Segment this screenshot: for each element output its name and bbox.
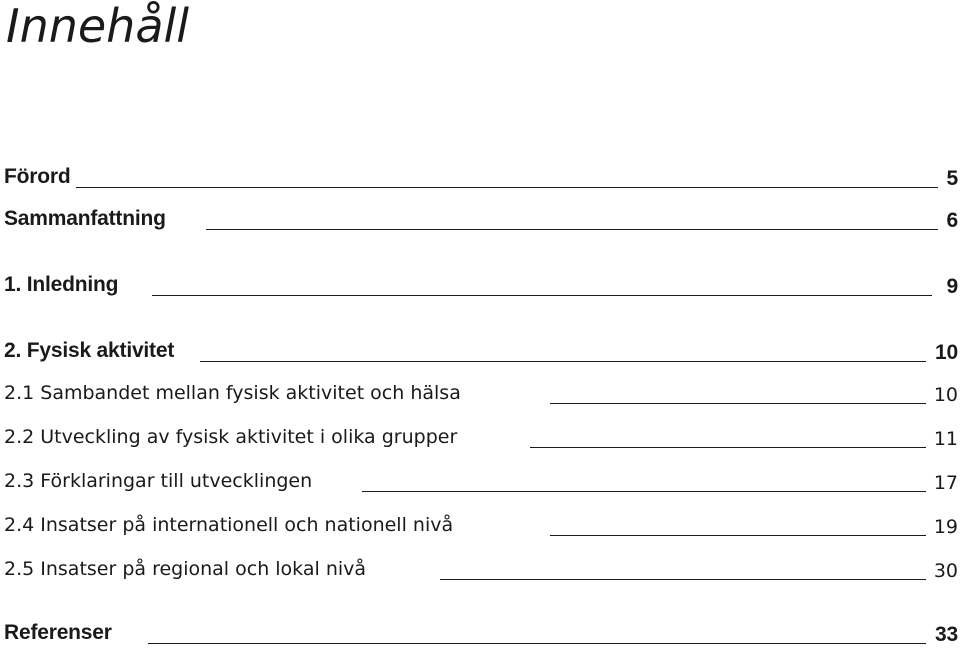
- toc-leader-line: [152, 295, 932, 296]
- toc-entry-2-4[interactable]: [4, 508, 958, 540]
- toc-entry-page-number: 19: [933, 516, 958, 538]
- toc-entry-label: 1. Inledning: [4, 273, 119, 296]
- toc-entry-page-number: 9: [946, 275, 958, 298]
- toc-entry-page-number: 33: [935, 623, 958, 646]
- toc-entry-label: 2.1 Sambandet mellan fysisk aktivitet och hälsa: [4, 382, 461, 404]
- toc-entry-page-number: 5: [946, 167, 958, 190]
- toc-entry-2-5[interactable]: [4, 552, 958, 584]
- toc-entry-2-2[interactable]: [4, 420, 958, 452]
- toc-entry-fysisk-aktivitet[interactable]: [4, 334, 958, 366]
- toc-leader-line: [76, 187, 938, 188]
- toc-entry-page-number: 11: [933, 428, 958, 450]
- toc-leader-line: [206, 229, 938, 230]
- toc-entry-label: 2.4 Insatser på internationell och nationell nivå: [4, 514, 454, 536]
- toc-entry-referenser[interactable]: [4, 616, 958, 648]
- toc-entry-sammanfattning[interactable]: [4, 202, 958, 234]
- toc-entry-inledning[interactable]: [4, 268, 958, 300]
- toc-entry-page-number: 6: [946, 209, 958, 232]
- toc-leader-line: [148, 643, 926, 644]
- toc-leader-line: [550, 403, 926, 404]
- toc-entry-2-3[interactable]: [4, 464, 958, 496]
- toc-entry-label: Förord: [4, 165, 71, 188]
- toc-entry-label: Referenser: [4, 621, 112, 644]
- toc-leader-line: [530, 447, 926, 448]
- toc-entry-label: 2.2 Utveckling av fysisk aktivitet i olika grupper: [4, 426, 458, 448]
- toc-entry-label: Sammanfattning: [4, 207, 166, 230]
- toc-entry-page-number: 10: [933, 384, 958, 406]
- toc-leader-line: [362, 491, 926, 492]
- toc-entry-label: 2. Fysisk aktivitet: [4, 339, 175, 362]
- toc-leader-line: [440, 579, 926, 580]
- toc-entry-page-number: 10: [935, 341, 958, 364]
- toc-entry-label: 2.5 Insatser på regional och lokal nivå: [4, 558, 367, 580]
- toc-entry-label: 2.3 Förklaringar till utvecklingen: [4, 470, 313, 492]
- page-title: Innehåll: [6, 0, 190, 53]
- toc-entry-page-number: 17: [933, 472, 958, 494]
- toc-leader-line: [200, 361, 926, 362]
- toc-leader-line: [550, 535, 926, 536]
- toc-entry-forord[interactable]: [4, 160, 958, 192]
- toc-entry-page-number: 30: [933, 560, 958, 582]
- toc-entry-2-1[interactable]: [4, 376, 958, 408]
